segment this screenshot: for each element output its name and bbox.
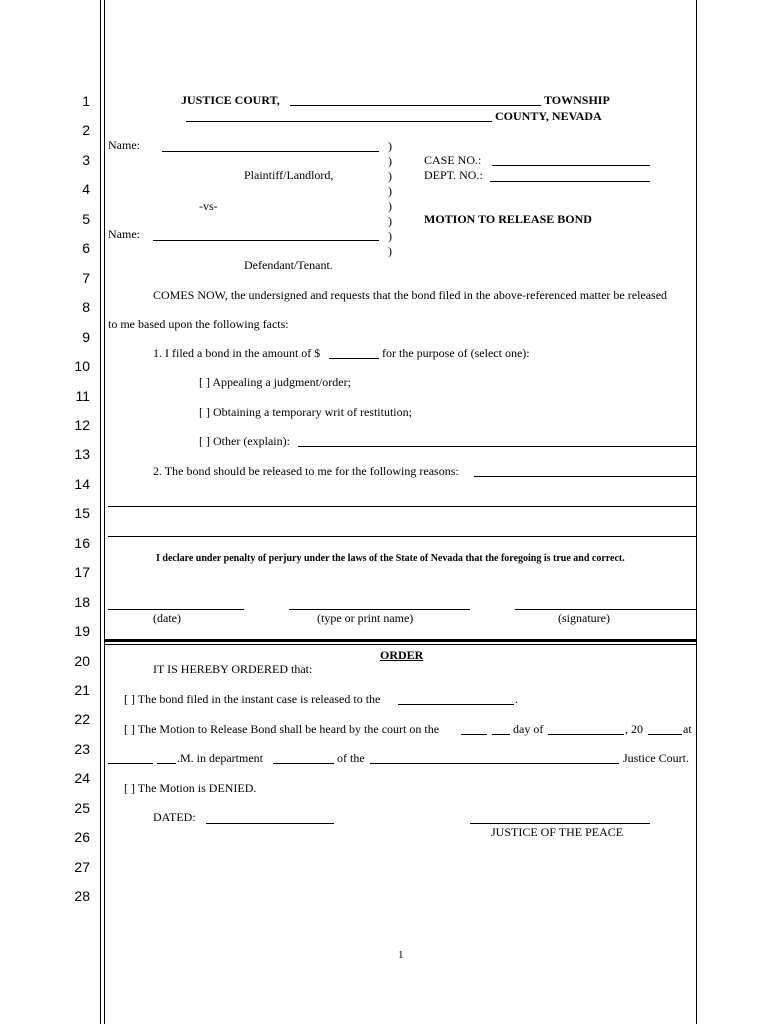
date-line[interactable] [108, 609, 244, 610]
caption-paren: ) [388, 184, 392, 198]
reasons-field-line-2[interactable] [108, 506, 696, 507]
caption-paren: ) [388, 214, 392, 228]
line-number: 7 [82, 269, 90, 286]
year-prefix-label: , 20 [625, 722, 643, 736]
defendant-designation: Defendant/Tenant. [244, 258, 333, 272]
case-no-field[interactable] [492, 165, 650, 166]
line-number: 19 [74, 623, 90, 640]
reasons-label: 2. The bond should be released to me for the following reasons: [153, 464, 459, 478]
signature-line[interactable] [515, 609, 696, 610]
court-name-field[interactable] [370, 763, 619, 764]
caption-paren: ) [388, 139, 392, 153]
line-number: 17 [74, 564, 90, 581]
plaintiff-designation: Plaintiff/Landlord, [244, 168, 334, 182]
hearing-checkbox[interactable]: [ ] The Motion to Release Bond shall be heard by the court on the [124, 722, 440, 736]
order-title: ORDER [380, 648, 424, 662]
line-number: 5 [82, 210, 90, 227]
hearing-date-suffix-field[interactable] [492, 734, 510, 735]
left-margin-rule-inner [104, 0, 105, 1024]
hearing-month-field[interactable] [548, 734, 624, 735]
order-separator-thin [105, 644, 696, 645]
reasons-field-line-1[interactable] [474, 476, 696, 477]
caption-paren: ) [388, 229, 392, 243]
line-number: 11 [75, 387, 90, 404]
hearing-year-field[interactable] [648, 734, 682, 735]
page-number: 1 [398, 949, 404, 961]
line-number: 16 [74, 534, 90, 551]
line-number: 10 [74, 358, 90, 375]
versus-label: -vs- [199, 199, 218, 213]
option-writ-checkbox[interactable]: [ ] Obtaining a temporary writ of restitution; [199, 405, 412, 419]
signature-caption: (signature) [558, 611, 610, 625]
defendant-name-label: Name: [108, 227, 140, 241]
bond-amount-label: 1. I filed a bond in the amount of $ [153, 346, 321, 360]
justice-court-label: JUSTICE COURT, [181, 93, 280, 107]
line-number: 2 [82, 122, 90, 139]
line-number: 6 [82, 240, 90, 257]
line-number: 21 [74, 682, 90, 698]
right-margin-rule [696, 0, 697, 1024]
case-no-label: CASE NO.: [424, 153, 482, 167]
caption-paren: ) [388, 199, 392, 213]
bond-purpose-label: for the purpose of (select one): [382, 346, 530, 360]
line-number: 8 [82, 299, 90, 316]
print-name-caption: (type or print name) [317, 611, 414, 625]
released-to-field[interactable] [398, 704, 514, 705]
plaintiff-name-label: Name: [108, 138, 140, 152]
order-separator-thick [105, 639, 696, 642]
line-number: 18 [74, 593, 90, 610]
dept-no-label: DEPT. NO.: [424, 168, 483, 182]
line-number: 20 [74, 652, 90, 669]
other-explain-field[interactable] [298, 446, 696, 447]
perjury-declaration: I declare under penalty of perjury under the laws of the State of Nevada that the foregoing is true and correct. [156, 553, 625, 564]
line-number: 12 [74, 416, 90, 433]
dated-field[interactable] [206, 823, 334, 824]
bond-amount-field[interactable] [329, 358, 379, 359]
caption-paren: ) [388, 244, 392, 258]
caption-paren: ) [388, 169, 392, 183]
dated-label: DATED: [153, 810, 196, 824]
justice-of-the-peace-label: JUSTICE OF THE PEACE [491, 825, 624, 839]
am-pm-field[interactable] [157, 763, 176, 764]
justice-court-suffix: Justice Court. [623, 751, 689, 765]
dept-no-field[interactable] [490, 181, 650, 182]
day-of-label: day of [513, 722, 544, 736]
line-number: 25 [74, 799, 90, 816]
line-number: 23 [74, 740, 90, 757]
option-appeal-checkbox[interactable]: [ ] Appealing a judgment/order; [199, 375, 351, 389]
line-number: 13 [74, 446, 90, 463]
at-label: at [683, 722, 692, 736]
motion-title: MOTION TO RELEASE BOND [424, 212, 592, 226]
released-period: . [515, 692, 518, 706]
county-label: COUNTY, NEVADA [495, 109, 602, 123]
line-number: 1 [82, 93, 90, 109]
date-caption: (date) [153, 611, 181, 625]
department-label: .M. in department [177, 751, 263, 765]
left-margin-rule-outer [100, 0, 101, 1024]
line-number: 9 [82, 328, 90, 345]
of-the-label: of the [337, 751, 365, 765]
caption-paren: ) [388, 154, 392, 168]
denied-checkbox[interactable]: [ ] The Motion is DENIED. [124, 781, 257, 795]
line-number: 4 [82, 181, 90, 198]
option-other-checkbox[interactable]: [ ] Other (explain): [199, 434, 290, 448]
line-number: 15 [74, 505, 90, 522]
plaintiff-name-field[interactable] [162, 151, 379, 152]
hearing-time-field[interactable] [108, 763, 153, 764]
hereby-ordered: IT IS HEREBY ORDERED that: [153, 662, 313, 676]
defendant-name-field[interactable] [153, 240, 379, 241]
department-field[interactable] [273, 763, 334, 764]
comes-now-line-2: to me based upon the following facts: [108, 317, 289, 331]
township-blank[interactable] [290, 105, 541, 106]
print-name-line[interactable] [289, 609, 470, 610]
line-number: 28 [74, 888, 90, 905]
line-number: 27 [74, 858, 90, 875]
comes-now-line-1: COMES NOW, the undersigned and requests that the bond filed in the above-referenced matter be released [153, 288, 668, 302]
line-number: 22 [74, 711, 90, 728]
judge-signature-line[interactable] [470, 823, 650, 824]
township-label: TOWNSHIP [544, 93, 610, 107]
hearing-date-field[interactable] [461, 734, 487, 735]
bond-released-checkbox[interactable]: [ ] The bond filed in the instant case is released to the [124, 692, 381, 706]
line-number: 26 [74, 829, 90, 846]
county-blank[interactable] [186, 121, 492, 122]
line-number: 24 [74, 770, 90, 787]
reasons-field-line-3[interactable] [108, 536, 696, 537]
line-number: 3 [82, 151, 90, 168]
line-number: 14 [74, 475, 90, 492]
